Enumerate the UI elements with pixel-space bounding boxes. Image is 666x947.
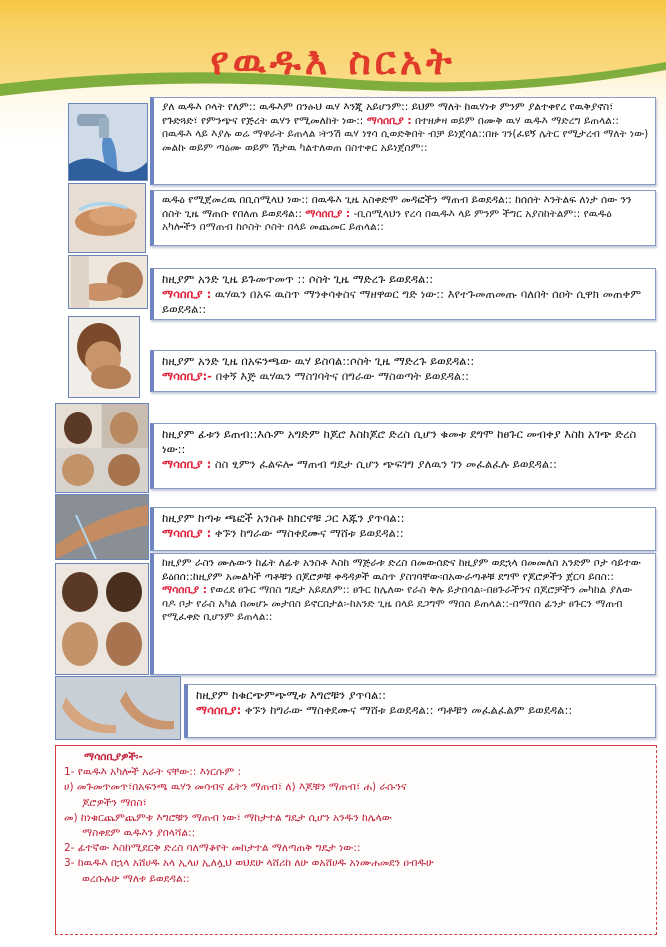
step-8-main-text: ከዚያም ከቁርጭምጭሚቱ እግሮቹን ያጥባል:: bbox=[196, 688, 386, 702]
step-3-note-text: ዉሃዉን በአፍ ዉስጥ ማንቀሳቀስና ማዘዋወር ግድ ነው:: እየተጉመጠመጡ ባለበት ሰዐት ሲዋክ መጠቀም ይወደዳል:: bbox=[162, 287, 642, 316]
step-4-card bbox=[150, 350, 656, 392]
step-4-note-label: ማሳሰቢያ:- bbox=[162, 369, 212, 383]
feet-wash-photo bbox=[55, 676, 181, 740]
step-3-note-label: ማሳሰቢያ : bbox=[162, 287, 212, 301]
step-1-card bbox=[150, 97, 656, 185]
tip-line: 1- የዉዱእ አካሎች አራት ናቸው:: እነርሱም : bbox=[64, 766, 242, 779]
step-7-note-text: የወረደ ፀጉር ማበስ ግዴታ አይደለም:: ፀጉር ከሌለው የራስ ቅሉ ይታበሳል፡-በፀጉራችንና በጆሮቻችን መካከል ያለው ባዶ ቦታ የራስ አካል በመሆኑ መታበስ ይኖርበታል፡-ከአንድ ጊዜ በላይ ደጋግሞ ማበስ ይጠላል::-በማበስ ፊንታ ፀጉርን ማጠብ የሚፈቀድ ቢሆንም ይጠላል:: bbox=[162, 584, 633, 623]
tip-line: 3- ከዉዱእ በኋላ አሸሀዱ አላ ኢላሀ ኢለሏህ ወህደሁ ላሸሪከ ለሁ ወአሸሀዱ አነሙሐመደን ዐብዱሁ bbox=[64, 857, 434, 870]
step-1-main-text: ያለ ዉዱእ ሶላት የለም:: ዉዱእም በንፁህ ዉሃ እንጂ አይሆንም:: ይህም ማለት ከዉሃነቱ ምንም ያልተቀየረ የዉቅያኖስ፣ የጉድጓድ፣ የምንጭና የጅረት ዉሃን የሚመለከት ነው:: bbox=[162, 101, 614, 127]
step-2-note-label: ማሳሰቢያ : bbox=[305, 207, 351, 220]
tip-line: ማስቀደም ዉዱእን ያበላሻል:: bbox=[82, 827, 196, 840]
tips-box bbox=[55, 745, 657, 935]
tips-heading: ማሳሰቢያዎች፡- bbox=[84, 751, 143, 763]
step-5-note-text: ስስ ፂምን ፈልፍሎ ማጠብ ግዴታ ሲሆን ጭፍገግ ያለዉን ገን መፈልፈሉ ይወደዳል:: bbox=[214, 457, 557, 471]
tip-line: ሀ) መጉመጥመጥ፣በአፍንጫ ዉሃን መሳብና ፊትን ማጠብ፣ ለ) እጆቹን ማጠብ፣ ሐ) ራሱንና bbox=[64, 781, 407, 794]
step-6-note-text: ቀኙን ከግራው ማስቀደሙና ማሸቱ ይወደዳል:: bbox=[214, 526, 404, 540]
head-wipe-photo bbox=[55, 563, 149, 675]
step-8-note-text: ቀኙን ከግራው ማስቀደሙና ማሸቱ ይወደዳል:: ጣቶቹን መፈልፈልም ይወደዳል:: bbox=[244, 703, 573, 717]
step-7-main-text: ከዚያም ራስን ሙሉውን ከፊት ለፊቱ አንስቶ እስከ ማጅራቱ ድረስ በመውሰድና ከዚያም ወደኋላ በመመለስ አንድም ቦታ ሳይተው ይዕበሰ::ከዚያም አመልካች ጣቶቹን በጆሮዎቹ ቀዳዳዎች ዉስጥ ያስገባቸው፡በአውራጣቶቹ ደግሞ የጆሮዎችን ጀርባ ይበስ:: bbox=[162, 557, 641, 583]
step-1-note-label: ማሳሰቢያ : bbox=[366, 114, 412, 127]
nose-rinse-photo bbox=[68, 316, 140, 398]
step-5-note-label: ማሳሰቢያ : bbox=[162, 457, 212, 471]
mouth-rinse-photo bbox=[68, 255, 148, 309]
water-tap-photo bbox=[68, 103, 148, 181]
step-3-main-text: ከዚያም አንድ ጊዜ ይጉመጥመጥ :: ሶስት ጊዜ ማድረጉ ይወደዳል:: bbox=[162, 272, 434, 286]
arm-wash-photo bbox=[55, 494, 149, 560]
step-6-main-text: ከዚያም ከጣቱ ጫፎች አንስቶ ከክርኖቹ ጋር እጁን ያጥባል:: bbox=[162, 511, 405, 525]
tip-line: ጆሮዎችን ማበስ፣ bbox=[82, 796, 147, 809]
step-8-card bbox=[184, 684, 656, 738]
tip-line: ወረሱሉሁ ማለቱ ይወደዳል:: bbox=[82, 872, 190, 885]
step-1-note-text: በተዘቃዛ ወይም በሙቅ ዉሃ ዉዱእ ማድረግ ይጠላል:: በዉዱእ ላይ እያሉ ወሬ ማዋራት ይጠላል ፡ትንሽ ዉሃ ነፃሳ ሲወድቅበት ብቻ ይነጀሳል::በዙ ገን(ፈዩኝ ሌትር የሚታረብ ማለት ነው) መልኩ ወይም ጣዕሙ ወይም ሽታዉ ካልተለወጠ በስተቀር አይነጀስም:: bbox=[162, 114, 649, 154]
step-7-note-label: ማሳሰቢያ : bbox=[162, 584, 207, 596]
step-2-note-text: -ቢስሚላህን የረሳ በዉዱእ ላይ ምንም ችግር አያስከትልም:: የዉዱዕ አካሎችን በማጠብ ከሶስት ሶስት በላይ መጨመር ይጠላል:: bbox=[162, 207, 612, 233]
step-2-main-text: ዉዱዕ የሚጀመረዉ በቢስሚላህ ነው:: በዉዱእ ጊዜ አስቀድሞ መዳፎችን ማጠብ ይወደዳል:: ከሰሰት እንትልፍ ለነታ ሰው ንን ሰስት ጊዜ ማጠቡ የበለጠ ይወደዳል:: bbox=[162, 194, 632, 220]
step-8-note-label: ማሳሰቢያ: bbox=[196, 703, 242, 717]
page-title: የዉዱእ ስርአት bbox=[210, 38, 456, 83]
step-5-main-text: ከዚያም ፊቱን ይጠብ::እሱም አግድም ከጆሮ እስከጆሮ ድረስ ሲሆን ቁመቱ ደግሞ ከፀጉር መብቀያ እስከ አገጭ ድረስ ነው:: bbox=[162, 427, 637, 456]
tip-line: 2- ፊተኛው እስከሚደርቅ ድረስ ባለማቆየት መከታተል ማለጣጠቅ ግዴታ ነው:: bbox=[64, 842, 361, 855]
step-7-card bbox=[150, 553, 656, 675]
face-wash-photo bbox=[55, 403, 149, 493]
tip-line: መ) ከነቁርጨምጨምቱ እግሮቹን ማጠብ ነው፣ ማከታተል ግዴታ ሲሆን አንዱን ከሌላው bbox=[64, 811, 392, 824]
hands-wash-photo bbox=[68, 183, 146, 253]
step-6-card bbox=[150, 507, 656, 551]
step-5-card bbox=[150, 423, 656, 489]
step-3-card bbox=[150, 268, 656, 320]
step-6-note-label: ማሳሰቢያ : bbox=[162, 526, 212, 540]
step-4-main-text: ከዚያም አንድ ጊዜ በአፍንጫው ዉሃ ይስባል::ሶስት ጊዜ ማድረጉ ይወደዳል:: bbox=[162, 354, 475, 368]
step-4-note-text: በቀኝ እጅ ዉሃዉን ማስገባትና በግራው ማስወጣት ይወደዳል:: bbox=[215, 369, 469, 383]
step-2-card bbox=[150, 190, 656, 246]
